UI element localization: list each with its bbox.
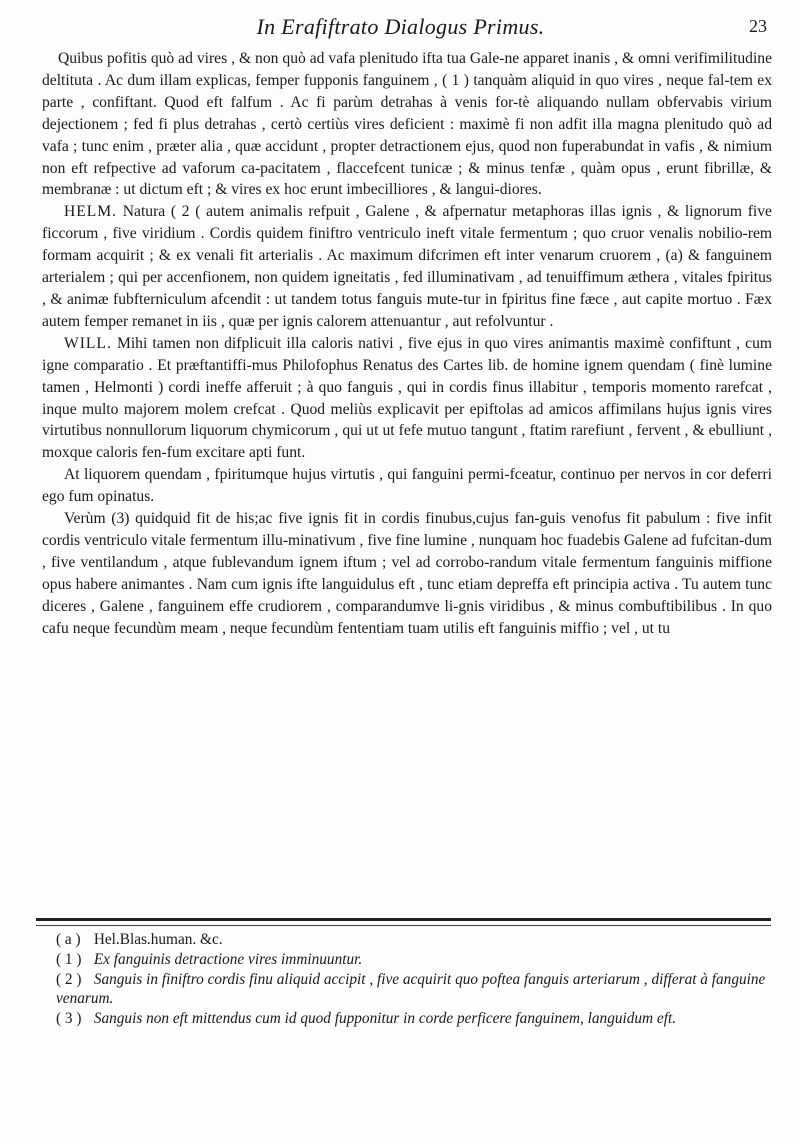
paragraph — [42, 48, 772, 201]
speaker-label: WILL. — [64, 334, 112, 352]
paragraph-text: Natura ( 2 ( autem animalis refpuit , Galene , & afpernatur metaphoras illas ignis , & lignorum five ficcorum , five viridium . Cordis quidem finiftro ventriculo ineft vitale fermentum ; quo cruor venalis nobilio-rem formam acquirit ; & ex venali fit arterialis . Ac maximum difcrimen eft inter venarum cruorem , (a) & fanguinem arterialem ; qui per accenfionem, non quidem igneitatis , fed illuminativam , ad tenuiffimum æthera , vitales fpiritus , & animæ fubfterniculum afcendit : ut tandem totus fanguis mute-tur in fpiritus fine fæce , aut capite mortuo . Fæx autem femper remanet in iis , quæ per ignis calorem attenuantur , aut refolvuntur . — [42, 203, 772, 330]
paragraph — [42, 464, 772, 508]
paragraph — [42, 201, 772, 332]
speaker-label: HELM. — [64, 203, 118, 221]
footnote-text: Hel.Blas.human. &c. — [93, 931, 223, 948]
running-title: In Erafiftrato Dialogus Primus. — [256, 14, 545, 39]
footnote-text: Sanguis non eft mittendus cum id quod fupponitur in corde perficere fanguinem, languidum eft. — [93, 1010, 677, 1028]
paragraph-text: At liquorem quendam , fpiritumque hujus virtutis , qui fanguini permi-fceatur, continuo per nervos in cor deferri ego fum opinatus. — [42, 466, 772, 506]
footnote-text: Sanguis in finiftro cordis finu aliquid accipit , five acquirit quo poftea fanguis arteriarum , differat à fanguine venarum. — [56, 970, 766, 1008]
footnote-text: Ex fanguinis detractione vires imminuuntur. — [93, 950, 363, 968]
paragraph-text: Verùm (3) quidquid fit de his;ac five ignis fit in cordis finubus,cujus fan-guis venofus fit pabulum : five infit cordis ventriculo vitale fermentum illu-minativum , five fine lumine , nunquam hoc fuadebis Galene ad fufcitan-dum , five ventilandum , atque fublevandum ignem iftum ; vel ad corrobo-randum vitale fermentum fanguinis miffione opus habere animantes . Nam cum ignis ifte languidulus eft , tunc etiam depreffa eft principia activa . Tu autem tunc diceres , Galene , fanguinem effe crudiorem , comparandumve li-gnis viridibus , & minus combuftibilibus . In quo cafu neque fecundùm meam , neque fecundùm fententiam tuam utilis eft fanguinis miffio ; vel , ut tu — [42, 510, 772, 637]
footnote-marker: ( 3 ) — [56, 1010, 82, 1028]
main-text — [42, 48, 772, 639]
paragraph-text: Mihi tamen non difplicuit illa caloris nativi , five ejus in quo vires animantis maximè confiftunt , cum igne comparatio . Et præftantiffi-mus Philofophus Renatus des Cartes lib. de homine ignem quendam ( finè lumine tamen , Helmonti ) cordi ineffe afferuit ; à quo fanguis , qui in cordis finus illabitur , temporis momento rarefcat , inque multo majorem molem crefcat . Quod meliùs explicavit per epiftolas ad amicos affimilans hujus ignis vires virtutibus nonnullorum liquorum chymicorum , qui ut ut fefe mutuo tangunt , ftatim rarefiunt , fervent , & ebulliunt , moxque caloris fen-fum excitare apti funt. — [42, 334, 772, 462]
footnote-marker: ( 2 ) — [56, 970, 82, 988]
paragraph — [42, 333, 772, 464]
paragraph — [42, 508, 772, 639]
footnote-marker: ( 1 ) — [56, 950, 82, 968]
running-head — [34, 14, 767, 44]
footnotes — [56, 930, 772, 1029]
footnote — [56, 950, 772, 970]
footnote-marker: ( a ) — [56, 931, 81, 948]
page-number: 23 — [749, 16, 767, 36]
footnote — [56, 970, 772, 1010]
paragraph-text: Quibus pofitis quò ad vires , & non quò ad vafa plenitudo ifta tua Gale-ne apparet inanis , & omni verifimilitudine deltituta . Ac dum illam explicas, femper fupponis fanguinem , ( 1 ) tanquàm aliquid in quo vires , neque fal-tem ex parte , confiftant. Quod eft falfum . Ac fi parùm detrahas à venis for-tè aliquando nullam obfervabis virium dejectionem ; fed fi plus detrahas , certò certiùs vires deficient : maximè fi non adfit illa magna plenitudo quò ad vafa ; tunc enim , præter alia , quæ accidunt , propter detractionem ejus, quod non fuperabundat in vafis , & nimium non eft refpective ad vaforum ca-pacitatem , flaccefcent tunicæ ; & minus tenfæ , quàm opus , erunt fibrillæ, & membranæ : ut dictum eft ; & vires ex hoc erunt imbecilliores , & langui-diores. — [42, 50, 772, 199]
footnote — [56, 1009, 772, 1029]
footnote — [56, 930, 772, 950]
footnote-divider — [36, 918, 771, 926]
